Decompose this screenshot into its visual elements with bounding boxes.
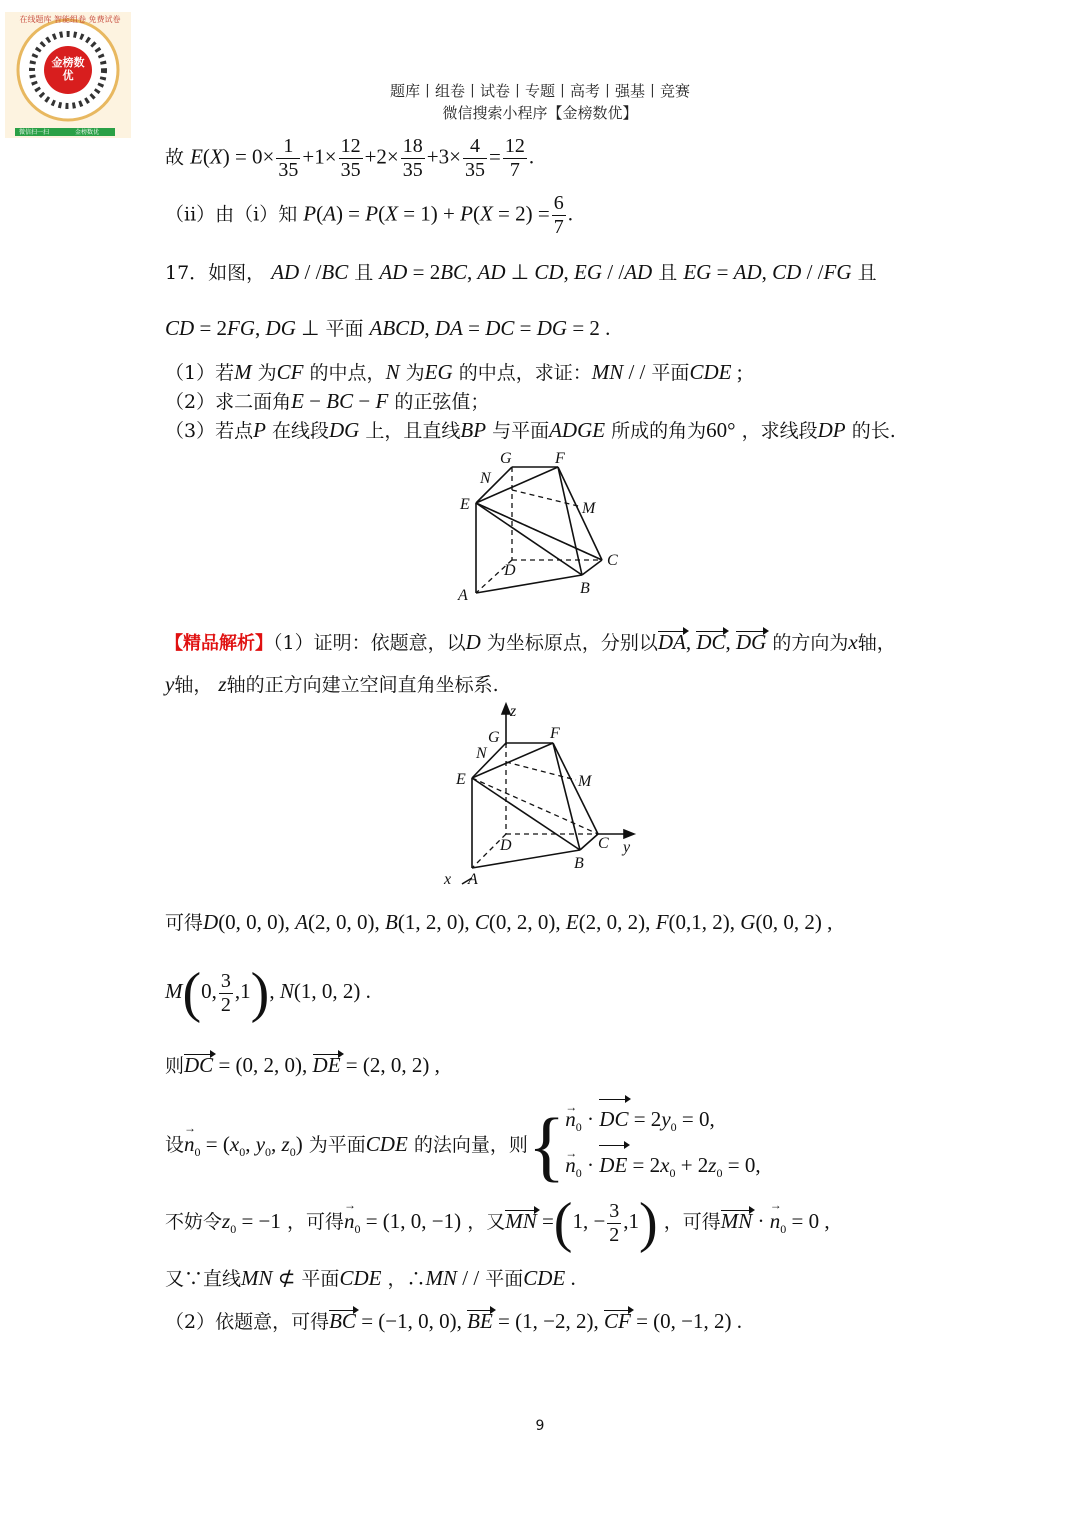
qr-footer-right: 金榜数优 [75,129,100,136]
text-plane: 平面 [325,318,364,340]
fig2-label-b: B [574,855,584,872]
fig1-label-g: G [500,450,512,467]
header-nav[interactable]: 题库丨组卷丨试卷丨专题丨高考丨强基丨竞赛 [389,82,690,100]
fig1-label-e: E [460,496,470,513]
fig1-label-d: D [504,562,516,579]
fig2-label-c: C [598,835,609,852]
text: 平面 [301,1268,340,1290]
q17-part-2: （2）求二面角E − BC − F 的正弦值； [165,389,490,413]
q17-line-2: CD = 2FG, DG ⊥ 平面 ABCD, DA = DC = DG = 2 . [165,316,611,340]
fig1-label-c: C [607,552,618,569]
fig2-label-f: F [550,725,560,742]
qr-footer-left: 微信扫一扫 [19,129,50,136]
text: 又∵直线 [165,1268,242,1290]
page-number: 9 [535,1418,545,1434]
fig1-label-m: M [582,500,596,517]
header-search-hint: 微信搜索小程序【金榜数优】 [442,104,638,122]
text: （2）依题意，可得 [165,1311,330,1333]
conclusion-line: 又∵直线MN ⊄ 平面CDE ，∴MN / / 平面CDE . [165,1266,576,1290]
page-header [0,80,1080,124]
q17-line-1: 17．如图， AD / /BC 且 AD = 2BC, AD ⊥ CD, EG / /AD 且 EG = AD, CD / /FG 且 [165,260,877,284]
text: 为平面 [308,1134,366,1157]
text: 为 [405,362,425,384]
text: 所成的角为 [611,420,707,442]
q17-part-1: （1）若M 为CF 的中点，N 为EG 的中点，求证：MN / / 平面CDE ; [165,360,743,384]
fig2-label-e: E [456,771,466,788]
fig2-label-m: M [578,773,592,790]
qr-ring-text: 在线题库 智能组卷 免费试卷 [19,15,121,24]
text: ，∴ [387,1268,426,1290]
text: 在线段 [271,420,329,442]
text: 的长. [851,420,896,442]
qr-center-text: 金榜数优 [51,56,85,82]
text: 的中点， [309,362,386,384]
text: 的正弦值； [394,391,490,413]
vectors-line: 则DC = (0, 2, 0), DE = (2, 0, 2) , [165,1053,440,1077]
text: （1）证明：依题意，以 [273,632,466,654]
figure-2-coordinate-system [438,700,658,890]
fig2-label-g: G [488,729,500,746]
text: 则 [165,1055,185,1077]
text-qie: 且 [658,262,678,284]
solution-line-2: y轴， z轴的正方向建立空间直角坐标系. [165,672,499,696]
text-gu: 故 [165,146,185,169]
text: 轴， [174,674,213,696]
text: 轴的正方向建立空间直角坐标系. [226,674,499,696]
coords-line: 可得D(0, 0, 0), A(2, 0, 0), B(1, 2, 0), C(0, 2, 0), E(2, 0, 2), F(0,1, 2), G(0, 0, 2) , [165,910,833,934]
text: 与平面 [492,420,550,442]
figure-1-polyhedron [440,445,640,605]
fig1-label-b: B [580,580,590,597]
fig1-label-a: A [458,587,468,604]
text: ，又 [467,1211,506,1233]
fig1-label-f: F [555,450,565,467]
text: 设 [165,1134,185,1157]
text: 上，且直线 [365,420,461,442]
text-qie: 且 [354,262,374,284]
text: 的法向量，则 [413,1134,528,1157]
expectation-line: 故 E(X) = 0× $\frac{1}{35}$ +1× $\frac{12}{35}$ +2× $\frac{18}{35}$ +3× $\frac{4}{35}$ = $\frac{12}{7}$ . [165,135,535,181]
text: 平面 [651,362,690,384]
q17-number: 17．如图， [165,262,266,284]
text-qie: 且 [857,262,877,284]
solution-line-1: 【精品解析】（1）证明：依题意，以D 为坐标原点，分别以DA, DC, DG 的方向为x轴， [165,630,896,654]
fig2-label-z: z [510,703,517,720]
text: （3）若点 [165,420,254,442]
solution-tag: 【精品解析】 [165,633,273,654]
text: ，可得 [286,1211,344,1233]
text-ii: （ii）由（i）知 [165,203,298,226]
normal-vector-line: 设→ $n_0 = (x_0$, $y_0$, $z_0$) 为平面CDE 的法向量，则{ → $n_0$ · DC = $2y_0 = 0$, → $n_0$ · DE = $2x_0 + 2z_0 = 0$, [165,1100,761,1192]
fig2-label-a: A [468,871,478,888]
text: 为坐标原点，分别以 [486,632,658,654]
fig1-label-n: N [480,470,491,487]
text: 轴， [857,632,896,654]
coords-line-2: M(0, $\frac{3}{2}$ ,1), N(1, 0, 2) . [165,962,371,1024]
fig2-label-y: y [623,839,631,856]
text: ，求线段 [741,420,818,442]
fig2-label-x: x [444,871,452,888]
text: （1）若 [165,362,235,384]
fig2-label-n: N [476,745,487,762]
text: 可得 [165,912,204,934]
fig2-label-d: D [500,837,512,854]
normal-result-line: 不妨令$z_0 = -1$ ，可得→ $n_0 = (1$, 0, −1) ，又MN =(1, − $\frac{3}{2}$ ,1) ，可得MN · → $n_0 = 0$ , [165,1195,830,1251]
text: 不妨令 [165,1211,223,1233]
q17-part-3: （3）若点P 在线段DG 上，且直线BP 与平面ADGE 所成的角为60° ，求线段DP 的长. [165,418,896,442]
text: 平面 [485,1268,524,1290]
text: 的中点，求证： [458,362,592,384]
text: （2）求二面角 [165,391,292,413]
text: ，可得 [663,1211,721,1233]
text: 为 [257,362,277,384]
text: 的方向为 [772,632,849,654]
probability-line: （ii）由（i）知 P(A) = P(X = 1) + P(X = 2) = $\frac{6}{7}$ . [165,192,573,238]
part2-solution-line: （2）依题意，可得BC = (−1, 0, 0), BE = (1, −2, 2), CF = (0, −1, 2) . [165,1309,742,1333]
